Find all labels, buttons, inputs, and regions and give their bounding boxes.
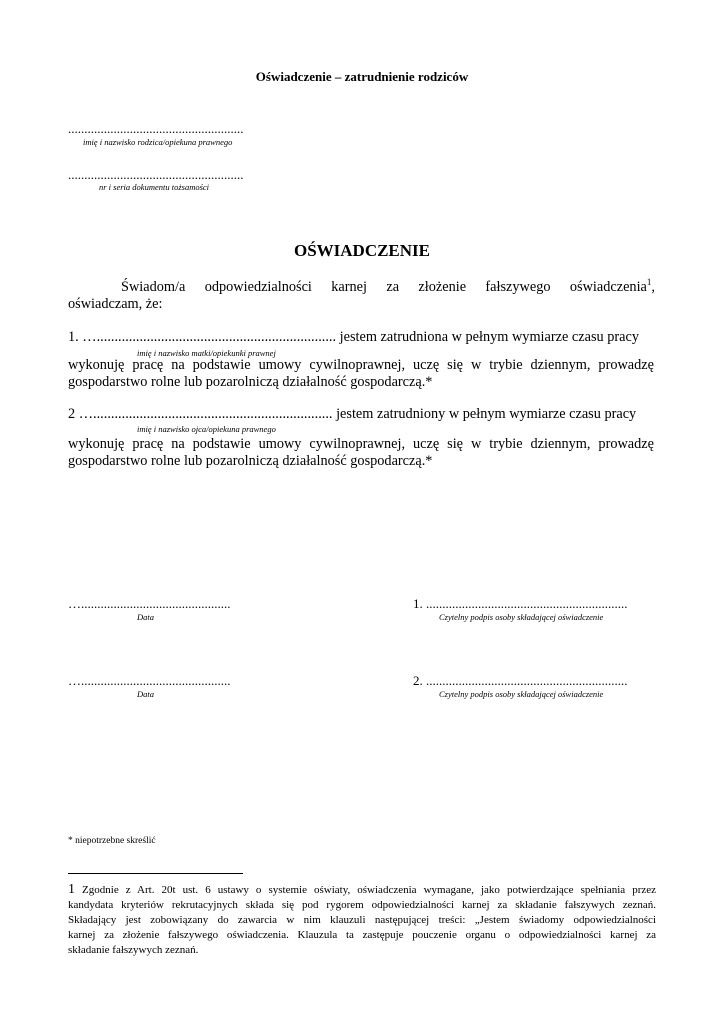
item1-line-3: gospodarstwo rolne lub pozarolniczą działalność gospodarczą.* — [68, 374, 433, 390]
item2-line-3: gospodarstwo rolne lub pozarolniczą działalność gospodarczą.* — [68, 453, 433, 469]
item2-line-2: wykonuję pracę na podstawie umowy cywilnoprawnej, uczę się w trybie dziennym, prowadzę — [68, 436, 654, 452]
item1-name-field: 1. …................................................................... — [68, 329, 337, 345]
signature-field-1: 1. .............................................................. — [413, 596, 628, 611]
intro-word: karnej — [331, 279, 367, 295]
declaration-title: OŚWIADCZENIE — [293, 241, 431, 260]
footnote-line: Składający jest zobowiązany do zawarcia w nim klauzuli następującej treści: „Jestem świadomy odpowiedzialności — [68, 914, 656, 926]
intro-line-2: oświadczam, że: — [68, 296, 163, 312]
id-document-field: ...................................................... — [68, 167, 244, 182]
intro-word: oświadczenia — [569, 279, 647, 295]
date-caption-2: Data — [137, 689, 154, 699]
document-header-title: Oświadczenie – zatrudnienie rodziców — [255, 69, 469, 84]
date-field-2: ….............................................. — [68, 673, 231, 688]
footnote-line: kandydata kryteriów rekrutacyjnych składa się pod rygorem odpowiedzialności karnej za składanie fałszywych zeznań. — [68, 899, 656, 911]
intro-word: odpowiedzialności — [204, 279, 312, 295]
footnote-line: 1 Zgodnie z Art. 20t ust. 6 ustawy o systemie oświaty, oświadczenia wymagane, jako potwierdzające spełniania przez — [68, 882, 657, 897]
date-caption-1: Data — [137, 612, 154, 622]
footnote-line: składanie fałszywych zeznań. — [68, 944, 199, 956]
item2-father-line — [68, 406, 636, 423]
date-field-1: ….............................................. — [68, 596, 231, 611]
signature-caption-2: Czytelny podpis osoby składającej oświadczenie — [439, 689, 604, 699]
footnote-line: karnej za złożenie fałszywego oświadczenia. Klauzula ta zastępuje pouczenie organu o odpowiedzialności karnej za — [68, 929, 656, 941]
intro-comma: , — [651, 279, 655, 295]
intro-word: fałszywego — [485, 279, 551, 295]
intro-line-1 — [121, 279, 655, 296]
intro-word: Świadom/a — [121, 279, 186, 295]
item1-text: jestem zatrudniona w pełnym wymiarze czasu pracy — [339, 329, 639, 345]
intro-word: złożenie — [418, 279, 467, 295]
footnote-marker: 1 — [646, 277, 652, 288]
parent-name-caption: imię i nazwisko rodzica/opiekuna prawnego — [83, 137, 233, 147]
parent-name-field: ...................................................... — [68, 121, 244, 136]
strike-note: * niepotrzebne skreślić — [68, 836, 156, 846]
item1-mother-line — [68, 329, 639, 346]
id-document-caption: nr i seria dokumentu tożsamości — [99, 182, 210, 192]
item1-line-2: wykonuję pracę na podstawie umowy cywilnoprawnej, uczę się w trybie dziennym, prowadzę — [68, 357, 654, 373]
item2-caption: imię i nazwisko ojca/opiekuna prawnego — [137, 424, 276, 434]
signature-caption-1: Czytelny podpis osoby składającej oświadczenie — [439, 612, 604, 622]
item1-caption: imię i nazwisko matki/opiekunki prawnej — [137, 348, 276, 358]
footnote-number: 1 — [68, 882, 75, 897]
item2-text: jestem zatrudniony w pełnym wymiarze czasu pracy — [336, 406, 637, 422]
footnote — [68, 882, 656, 958]
footnote-divider — [68, 873, 243, 874]
intro-word: za — [386, 279, 400, 295]
item2-name-field: 2 …................................................................... — [68, 406, 333, 422]
signature-field-2: 2. .............................................................. — [413, 673, 628, 688]
